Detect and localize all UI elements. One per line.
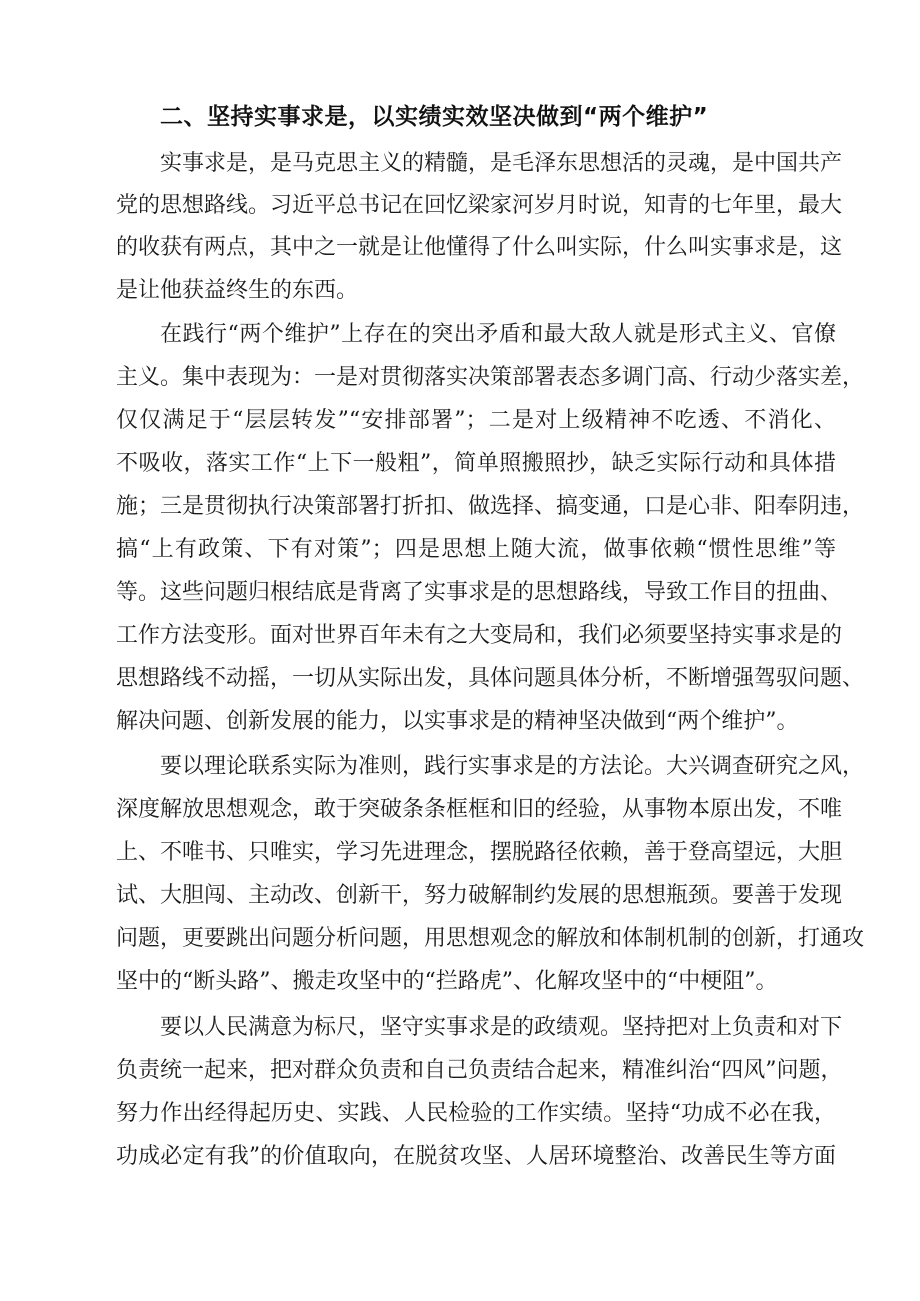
body-line: 工作方法变形。面对世界百年未有之大变局和，我们必须要坚持实事求是的	[116, 623, 843, 648]
body-line: 的收获有两点，其中之一就是让他懂得了什么叫实际，什么叫实事求是，这	[116, 235, 843, 260]
body-line: 实事求是，是马克思主义的精髓，是毛泽东思想活的灵魂，是中国共产	[160, 151, 843, 176]
body-line: 思想路线不动摇，一切从实际出发，具体问题具体分析，不断增强驾驭问题、	[116, 666, 865, 691]
body-line: 等。这些问题归根结底是背离了实事求是的思想路线，导致工作目的扭曲、	[116, 580, 843, 605]
body-line: 要以理论联系实际为准则，践行实事求是的方法论。大兴调查研究之风，	[160, 754, 865, 779]
body-line: 党的思想路线。习近平总书记在回忆梁家河岁月时说，知青的七年里，最大	[116, 193, 843, 218]
body-line: 问题，更要跳出问题分析问题，用思想观念的解放和体制机制的创新，打通攻	[116, 926, 865, 951]
body-line: 负责统一起来，把对群众负责和自己负责结合起来，精准纠治“四风”问题，	[116, 1058, 843, 1083]
body-line: 努力作出经得起历史、实践、人民检验的工作实绩。坚持“功成不必在我，	[116, 1101, 836, 1126]
body-line: 仅仅满足于“层层转发”“安排部署”；二是对上级精神不吃透、不消化、	[116, 408, 836, 433]
body-line: 要以人民满意为标尺，坚守实事求是的政绩观。坚持把对上负责和对下	[160, 1015, 843, 1040]
body-line: 在践行“两个维护”上存在的突出矛盾和最大敌人就是形式主义、官僚	[160, 322, 836, 347]
body-line: 坚中的“断头路”、搬走攻坚中的“拦路虎”、化解攻坚中的“中梗阻”。	[116, 969, 778, 994]
body-line: 是让他获益终生的东西。	[116, 278, 359, 303]
body-line: 搞“上有政策、下有对策”；四是思想上随大流，做事依赖“惯性思维”等	[116, 537, 836, 562]
section-heading: 二、坚持实事求是，以实绩实效坚决做到“两个维护”	[160, 104, 709, 130]
body-line: 试、大胆闯、主动改、创新干，努力破解制约发展的思想瓶颈。要善于发现	[116, 883, 843, 908]
body-line: 上、不唯书、只唯实，学习先进理念，摆脱路径依赖，善于登高望远，大胆	[116, 840, 843, 865]
body-line: 深度解放思想观念，敢于突破条条框框和旧的经验，从事物本原出发，不唯	[116, 797, 843, 822]
body-line: 解决问题、创新发展的能力，以实事求是的精神坚决做到“两个维护”。	[116, 709, 799, 734]
body-line: 功成必定有我”的价值取向，在脱贫攻坚、人居环境整治、改善民生等方面	[116, 1144, 836, 1169]
body-line: 主义。集中表现为：一是对贯彻落实决策部署表态多调门高、行动少落实差，	[116, 365, 865, 390]
body-line: 施；三是贯彻执行决策部署打折扣、做选择、搞变通，口是心非、阳奉阴违，	[116, 494, 865, 519]
body-line: 不吸收，落实工作“上下一般粗”，简单照搬照抄，缺乏实际行动和具体措	[116, 451, 836, 476]
